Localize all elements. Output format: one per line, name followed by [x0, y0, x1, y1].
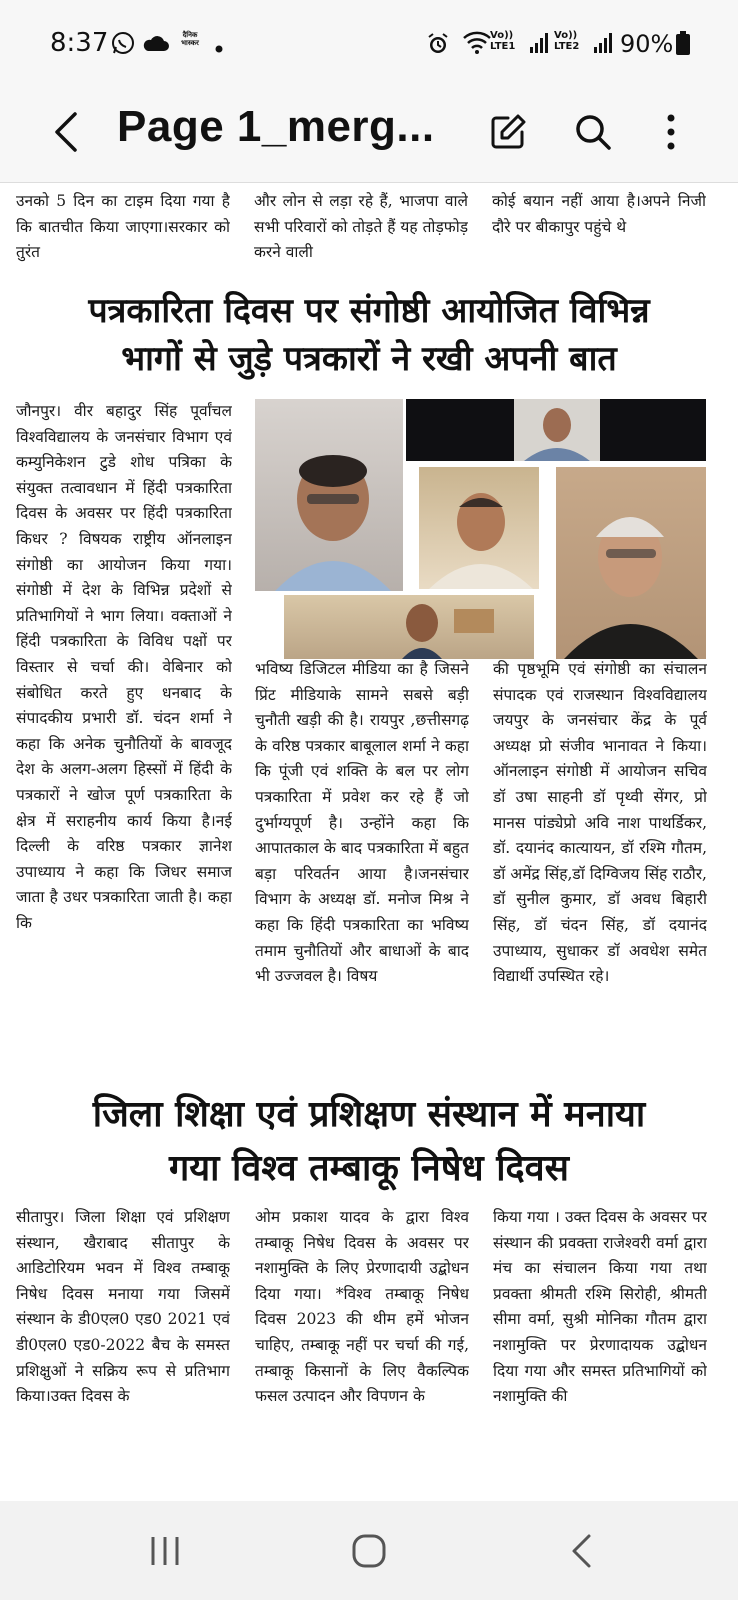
more-vert-icon: [665, 112, 677, 152]
dot-icon: [215, 38, 223, 57]
participant-photo: [255, 399, 403, 591]
article1-column-3: की पृष्ठभूमि एवं संगोष्ठी का संचालन संपादक एवं राजस्थान विश्वविद्यालय जयपुर के जनसंचार केंद्र के पूर्व अध्यक्ष प्रो संजीव भानावत ने किया। ऑनलाइन संगोष्ठी में आयोजन सचिव डॉ उषा साहनी डॉ पृथ्वी सेंगर, प्रो मानस पांड्येप्रो अवि नाश पाथर्डिकर, डॉ. दयानंद कात्यायन, डॉ रश्मि गौतम, डॉ अमेंद्र सिंह,डॉ दिग्विजय सिंह राठौर, डॉ सुनील कुमार, डॉ अवध बिहारी सिंह, डॉ चंदन सिंह, डॉ दयानंद उपाध्याय, सुधाकर डॉ अवधेश समेत विद्यार्थी उपस्थित रहे।: [493, 660, 707, 986]
article1-column-2: भविष्य डिजिटल मीडिया का है जिसने प्रिंट मीडियाके सामने सबसे बड़ी चुनौती खड़ी की है। रायपुर ,छत्तीसगढ़ के वरिष्ठ पत्रकार बाबूलाल शर्मा ने कहा कि पूंजी एवं शक्ति के बल पर लोग पत्रकारिता में प्रवेश कर रहे हैं जो दुर्भाग्यपूर्ण है। उन्होंने कहा कि आपातकाल के बाद पत्रकारिता में बहुत बड़ा परिवर्तन आया है।जनसंचार विभाग के अध्यक्ष डॉ. मनोज मिश्र ने कहा कि हिंदी पत्रकारिता का भविष्य तमाम चुनौतियों और बाधाओं के बाद भी उज्जवल है। विषय: [255, 660, 469, 986]
chevron-left-icon: [51, 110, 81, 154]
alarm-icon: [426, 32, 450, 60]
status-bar: [0, 0, 738, 86]
system-nav-bar: [0, 1501, 738, 1600]
battery-percentage: 90%: [620, 30, 674, 58]
participant-photo: [406, 399, 706, 461]
recent-apps-button[interactable]: [140, 1531, 190, 1571]
edit-button[interactable]: [480, 104, 536, 160]
home-icon: [351, 1533, 387, 1569]
status-time: 8:37: [50, 28, 109, 58]
article1-headline: [0, 287, 738, 383]
search-icon: [573, 112, 613, 152]
article2-headline: [0, 1087, 738, 1195]
article1-headline-line1: पत्रकारिता दिवस पर संगोष्ठी आयोजित विभिन्न: [88, 291, 650, 331]
sim2-network-label: Vo)) LTE2: [554, 30, 580, 52]
article1-column-1: जौनपुर। वीर बहादुर सिंह पूर्वांचल विश्वविद्यालय के जनसंचार विभाग एवं कम्युनिकेशन टुडे शोध पत्रिका के संयुक्त तत्वावधान में हिंदी पत्रकारिता दिवस के अवसर पर हिंदी पत्रकारिता किधर ? विषयक राष्ट्रीय ऑनलाइन संगोष्ठी का आयोजन किया गया। संगोष्ठी में देश के विभिन्न प्रदेशों से प्रतिभागियों ने भाग लिया। वक्ताओं ने हिंदी पत्रकारिता के विविध पक्षों पर विस्तार से चर्चा की। वेबिनार को संबोधित करते हुए धनबाद के संपादकीय प्रभारी डॉ. चंदन शर्मा ने कहा कि अनेक चुनौतियों के बावजूद देश के अलग-अलग हिस्सों में हिंदी के पत्रकारों ने खोज पूर्ण पत्रकारिता के क्षेत्र में सराहनीय कार्य किया है।नई दिल्ली के वरिष्ठ पत्रकार ज्ञानेश उपाध्याय ने कहा कि जिधर समाज जाता है उधर पत्रकारिता जाती है। कहा कि: [16, 402, 232, 932]
signal-strength-icon: [530, 32, 548, 58]
article2-column-3: किया गया । उक्त दिवस के अवसर पर संस्थान की प्रवक्ता राजेश्वरी वर्मा द्वारा मंच का संचालन किया गया तथा प्रवक्ता श्रीमती रश्मि सिरोही, श्रीमती सीमा वर्मा, सुश्री मोनिका गौतम द्वारा नशामुक्ति पर प्रेरणादायक उद्बोधन दिया गया और समस्त प्रतिभागियों को नशामुक्ति की: [493, 1208, 707, 1406]
nav-back-button[interactable]: [556, 1531, 606, 1571]
participant-photo: [284, 595, 534, 659]
article2-headline-line1: जिला शिक्षा एवं प्रशिक्षण संस्थान में मनाया: [92, 1093, 646, 1135]
more-options-button[interactable]: [643, 104, 699, 160]
app-bar: [0, 86, 738, 183]
signal-strength-icon: [594, 32, 612, 58]
back-icon: [569, 1533, 593, 1569]
back-button[interactable]: [38, 104, 94, 160]
participant-photo: [556, 467, 706, 659]
battery-icon: [676, 31, 690, 59]
whatsapp-icon: [110, 30, 136, 60]
document-page[interactable]: [0, 183, 738, 1501]
article2-headline-line2: गया विश्व तम्बाकू निषेध दिवस: [168, 1147, 570, 1189]
recent-apps-icon: [148, 1534, 182, 1568]
document-title: Page 1_merg...: [117, 102, 435, 151]
participant-photo: [419, 467, 539, 589]
edit-icon: [488, 112, 528, 152]
article-top-column-3: कोई बयान नहीं आया है।अपने निजी दौरे पर बीकापुर पहुंचे थे: [492, 192, 706, 236]
home-button[interactable]: [344, 1531, 394, 1571]
search-button[interactable]: [565, 104, 621, 160]
article-top-column-2: और लोन से लड़ा रहे हैं, भाजपा वाले सभी परिवारों को तोड़ते हैं यह तोड़फोड़ करने वाली: [254, 192, 468, 262]
article1-headline-line2: भागों से जुड़े पत्रकारों ने रखी अपनी बात: [121, 339, 617, 379]
article-top-column-1: उनको 5 दिन का टाइम दिया गया है कि बातचीत किया जाएगा।सरकार को तुरंत: [16, 192, 230, 262]
wifi-icon: [462, 30, 492, 58]
sim1-network-label: Vo)) LTE1: [490, 30, 516, 52]
dainik-bhaskar-icon: दैनिक भास्कर: [181, 31, 199, 47]
article2-column-1: सीतापुर। जिला शिक्षा एवं प्रशिक्षण संस्थान, खैराबाद सीतापुर के आडिटोरियम भवन में विश्व तम्बाकू निषेध दिवस मनाया गया जिसमें संस्थान के डी0एल0 एड0 2021 एवं डी0एल0 एड0-2022 बैच के समस्त प्रशिक्षुओं ने सक्रिय रूप से प्रतिभाग किया।उक्त दिवस के: [16, 1208, 230, 1406]
article2-column-2: ओम प्रकाश यादव के द्वारा विश्व तम्बाकू निषेध दिवस के अवसर पर नशामुक्ति के लिए प्रेरणादायी उद्बोधन दिया गया। *विश्व तम्बाकू निषेध दिवस 2023 की थीम हमें भोजन चाहिए, तम्बाकू नहीं पर चर्चा की गई, तम्बाकू किसानों के लिए वैकल्पिक फसल उत्पादन और विपणन के: [255, 1208, 469, 1406]
cloud-icon: [142, 33, 170, 57]
